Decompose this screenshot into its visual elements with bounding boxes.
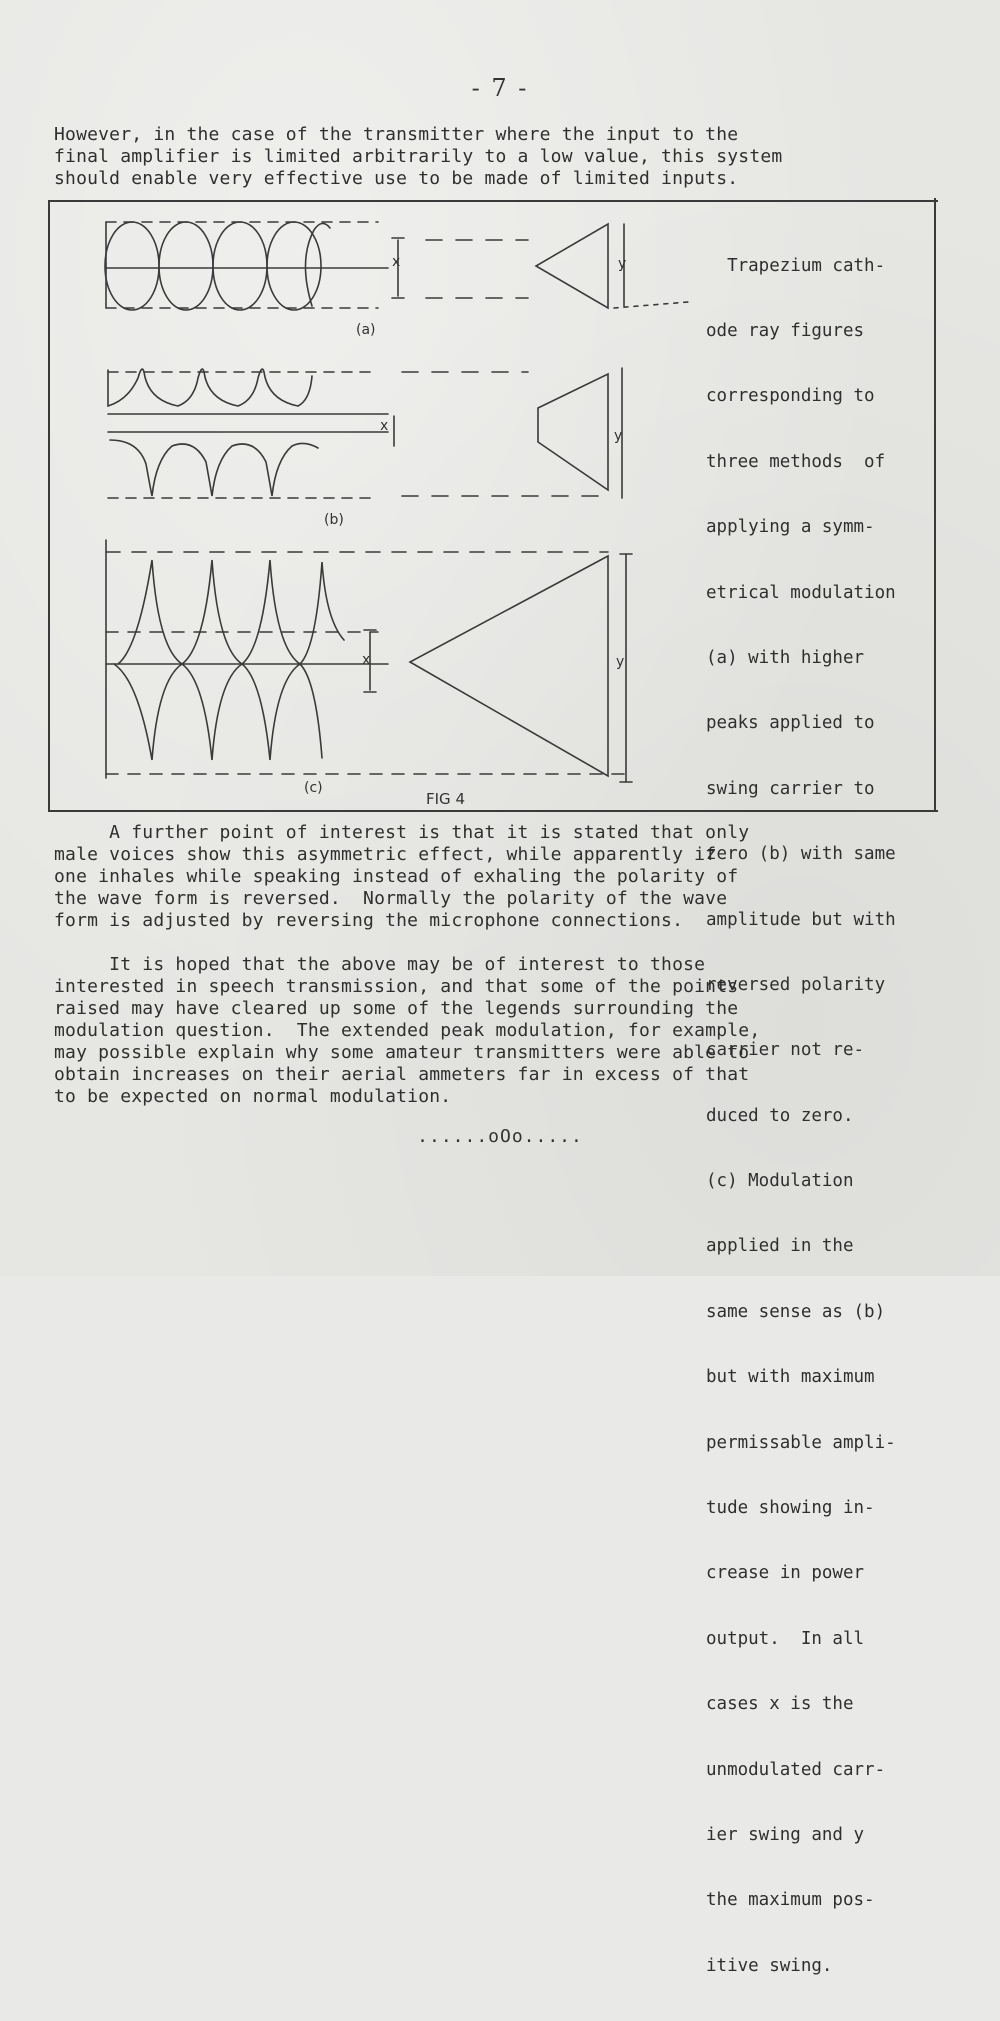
caption-line: same sense as (b) xyxy=(706,1301,886,1322)
text-line: should enable very effective use to be made of limited inputs. xyxy=(54,168,739,189)
text-line: form is adjusted by reversing the microphone connections. xyxy=(54,910,684,931)
caption-line: (a) with higher xyxy=(706,647,865,668)
figure-4-drawing xyxy=(48,200,708,810)
caption-line: tude showing in- xyxy=(706,1498,875,1519)
caption-line: Trapezium cath- xyxy=(706,255,886,276)
caption-line: cases x is the xyxy=(706,1694,854,1715)
text-line: modulation question. The extended peak modulation, for example, xyxy=(54,1020,761,1041)
text-line: final amplifier is limited arbitrarily to a low value, this system xyxy=(54,146,783,167)
text-line: one inhales while speaking instead of exhaling the polarity of xyxy=(54,866,739,887)
caption-line: zero (b) with same xyxy=(706,844,896,865)
figure-caption xyxy=(706,212,946,2021)
caption-line: unmodulated carr- xyxy=(706,1759,886,1780)
text-line: obtain increases on their aerial ammeters far in excess of that xyxy=(54,1064,750,1085)
swing-mark-y: y xyxy=(618,256,627,272)
caption-line: etrical modulation xyxy=(706,582,896,603)
caption-line: carrier not re- xyxy=(706,1040,865,1061)
text-line: interested in speech transmission, and that some of the points xyxy=(54,976,739,997)
text-line: raised may have cleared up some of the legends surrounding the xyxy=(54,998,739,1019)
caption-line: corresponding to xyxy=(706,386,875,407)
caption-line: ode ray figures xyxy=(706,320,865,341)
caption-line: permissable ampli- xyxy=(706,1432,896,1453)
figure-title: FIG 4 xyxy=(426,790,465,808)
caption-line: itive swing. xyxy=(706,1955,833,1976)
text-line: may possible explain why some amateur transmitters were able to xyxy=(54,1042,750,1063)
swing-mark-x: x xyxy=(380,418,389,434)
swing-mark-x: x xyxy=(392,254,401,270)
text-line: male voices show this asymmetric effect, while apparently if xyxy=(54,844,717,865)
caption-line: three methods of xyxy=(706,451,886,472)
text-line: However, in the case of the transmitter where the input to the xyxy=(54,124,739,145)
figure-label-a: (a) xyxy=(356,322,376,338)
page-number: - 7 - xyxy=(471,74,529,102)
caption-line: swing carrier to xyxy=(706,778,875,799)
caption-line: applied in the xyxy=(706,1236,854,1257)
text-line: It is hoped that the above may be of interest to those xyxy=(54,954,706,975)
caption-line: amplitude but with xyxy=(706,909,896,930)
caption-line: reversed polarity xyxy=(706,974,886,995)
caption-line: applying a symm- xyxy=(706,517,875,538)
figure-label-b: (b) xyxy=(324,512,344,528)
caption-line: peaks applied to xyxy=(706,713,875,734)
swing-mark-x: x xyxy=(362,652,371,668)
caption-line: but with maximum xyxy=(706,1367,875,1388)
caption-line: crease in power xyxy=(706,1563,865,1584)
text-line: the wave form is reversed. Normally the polarity of the wave xyxy=(54,888,728,909)
swing-mark-y: y xyxy=(616,654,625,670)
caption-line: the maximum pos- xyxy=(706,1890,875,1911)
text-line: to be expected on normal modulation. xyxy=(54,1086,452,1107)
swing-mark-y: y xyxy=(614,428,623,444)
caption-line: (c) Modulation xyxy=(706,1171,854,1192)
waveform-b xyxy=(108,368,622,498)
end-mark: ......oOo..... xyxy=(417,1126,583,1147)
caption-line: duced to zero. xyxy=(706,1105,854,1126)
figure-label-c: (c) xyxy=(304,780,323,796)
caption-line: output. In all xyxy=(706,1628,865,1649)
text-line: A further point of interest is that it is stated that only xyxy=(54,822,750,843)
caption-line: ier swing and y xyxy=(706,1824,865,1845)
